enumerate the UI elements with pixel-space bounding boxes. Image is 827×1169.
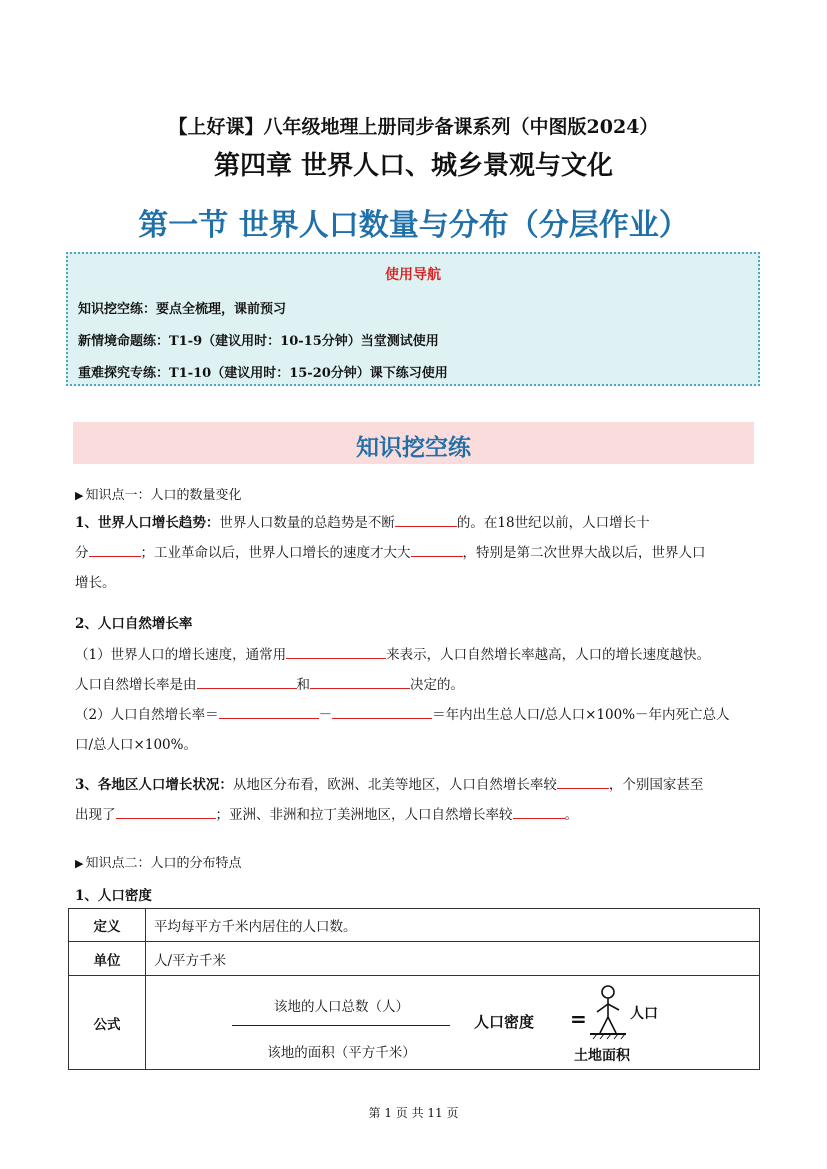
item3-head: 3、各地区人口增长状况： [75,777,233,793]
paragraph-regional-growth [75,770,755,830]
item2-head: 2、人口自然增长率 [75,616,193,632]
usage-guide-title: 使用导航 [385,267,441,283]
diagram-equals: = [570,1006,587,1031]
kp1-label: 知识点一：人口的数量变化 [85,488,242,503]
row-value: 平均每平方千米内居住的人口数。 [146,909,760,942]
row-header: 定义 [69,909,146,942]
section-banner [73,422,754,464]
item2-text-2c: 决定的。 [410,677,464,693]
table-row [69,976,760,1070]
fill-blank[interactable] [395,512,457,527]
fill-blank[interactable] [116,804,216,819]
item3-text-a: 从地区分布看，欧洲、北美等地区，人口自然增长率较 [232,777,557,793]
formula-numerator: 该地的人口总数（人） [274,998,409,1015]
fill-blank[interactable] [310,674,410,689]
item1-text-d: ；工业革命以后，世界人口增长的速度才大大 [140,545,411,561]
row-header: 单位 [69,942,146,976]
item2-text-3a: （2）人口自然增长率＝ [75,707,219,723]
series-title: 【上好课】八年级地理上册同步备课系列（中图版2024） [168,116,659,138]
item1-text-b: 的。在18世纪以前，人口增长十 [456,515,650,531]
item2-text-2b: 和 [296,677,310,693]
diagram-land-label: 土地面积 [574,1047,630,1064]
fill-blank[interactable] [197,674,297,689]
diagram-person-label: 人口 [630,1005,658,1022]
item3-text-d: ；亚洲、非洲和拉丁美洲地区，人口自然增长率较 [215,807,513,823]
item1-text-e: ，特别是第二次世界大战以后，世界人口 [462,545,706,561]
guide-line-2: 新情境命题练：T1-9（建议用时：10-15分钟）当堂测试使用 [78,334,439,349]
item2-text-3c: ＝年内出生总人口/总人口×100%－年内死亡总人 [432,707,730,723]
item3-text-c: 出现了 [75,807,116,823]
fill-blank[interactable] [411,542,463,557]
item3-text-e: 。 [564,807,578,823]
usage-guide-box [66,252,760,386]
fill-blank[interactable] [557,774,609,789]
item1-text-f: 增长。 [75,575,116,591]
page-footer: 第 1 页 共 11 页 [368,1106,459,1120]
fill-blank[interactable] [286,644,386,659]
triangle-icon: ▶ [75,857,84,870]
guide-line-1: 知识挖空练：要点全梳理，课前预习 [78,302,287,317]
fill-blank[interactable] [219,704,319,719]
row-value: 人/平方千米 [146,942,760,976]
chapter-title: 第四章 世界人口、城乡景观与文化 [213,151,614,181]
paragraph-growth-trend [75,508,755,598]
fill-blank[interactable] [332,704,432,719]
item2-text-2a: 人口自然增长率是由 [75,677,197,693]
person-on-land-icon [588,983,628,1045]
diagram-density-label: 人口密度 [474,1012,535,1031]
density-table [68,908,760,1070]
formula-cell [146,976,760,1070]
fill-blank[interactable] [513,804,565,819]
section-title: 第一节 世界人口数量与分布（分层作业） [138,208,689,243]
item1-head: 1、世界人口增长趋势： [75,515,220,531]
kp2-label: 知识点二：人口的分布特点 [85,856,242,871]
item2-text-1b: 来表示，人口自然增长率越高，人口的增长速度越快。 [386,647,711,663]
banner-title: 知识挖空练 [356,435,471,461]
table-row [69,942,760,976]
fill-blank[interactable] [89,542,141,557]
density-subhead: 1、人口密度 [75,888,152,904]
formula-denominator: 该地的面积（平方千米） [267,1044,416,1061]
table-row [69,909,760,942]
row-header: 公式 [69,976,146,1070]
item1-text-c: 分 [75,545,89,561]
triangle-icon: ▶ [75,489,84,502]
item2-text-3b: － [318,707,333,723]
knowledge-point-1 [75,484,241,503]
knowledge-point-2 [75,852,241,871]
item2-text-3d: 口/总人口×100%。 [75,737,197,753]
paragraph-natural-growth [75,640,755,760]
item1-text-a: 世界人口数量的总趋势是不断 [219,515,395,531]
guide-line-3: 重难探究专练：T1-10（建议用时：15-20分钟）课下练习使用 [78,366,448,381]
fraction-line [232,1025,450,1026]
item3-text-b: ，个别国家甚至 [608,777,704,793]
item2-text-1a: （1）世界人口的增长速度，通常用 [75,647,287,663]
